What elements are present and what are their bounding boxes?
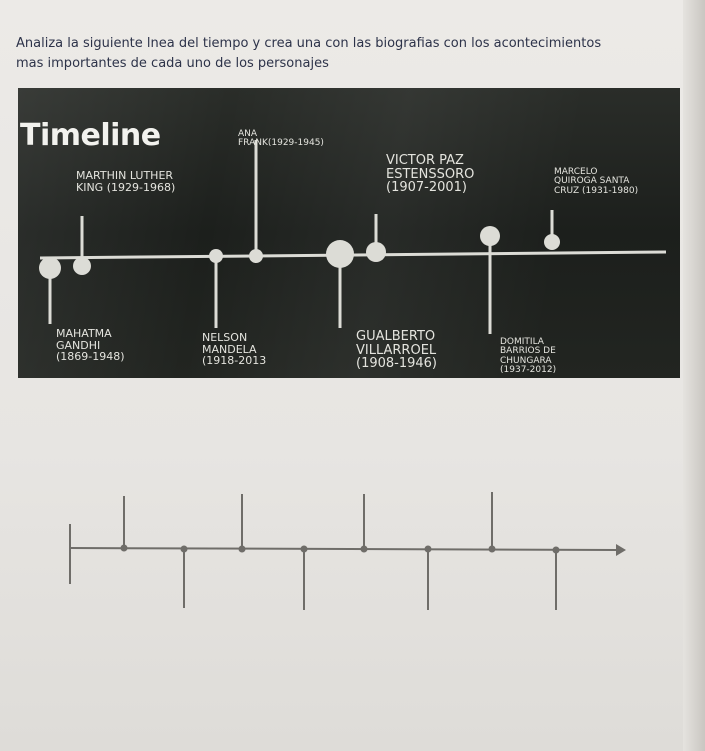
instruction-line-1: Analiza la siguiente lnea del tiempo y crea una con las biografias con los acontecimientos (16, 36, 602, 51)
worksheet-dot-6 (425, 546, 432, 553)
dot-gandhi (39, 257, 61, 279)
worksheet-arrowhead (616, 544, 626, 556)
worksheet-dot-7 (489, 546, 496, 553)
worksheet-dot-4 (301, 546, 308, 553)
dot-frank (249, 249, 263, 263)
label-nelson-mandela: NELSON MANDELA (1918-2013 (202, 331, 267, 368)
page-edge (683, 0, 705, 751)
label-ana-frank: ANA FRANK(1929-1945) (238, 129, 324, 149)
dot-king (73, 257, 91, 275)
label-domitila-barrios-de-chungara: DOMITILA BARRIOS DE CHUNGARA (1937-2012) (500, 337, 557, 376)
label-gualberto-villarroel: GUALBERTO VILLARROEL (1908-1946) (356, 329, 438, 372)
instruction-text (16, 34, 676, 74)
worksheet-dot-8 (553, 547, 560, 554)
label-victor-paz-estenssoro: VICTOR PAZ ESTENSSORO (1907-2001) (386, 153, 475, 196)
label-martin-luther-king: MARTHIN LUTHER KING (1929-1968) (76, 169, 176, 194)
worksheet-dot-1 (121, 545, 128, 552)
dot-quiroga (544, 234, 560, 250)
timeline-chalkboard-photo (18, 88, 680, 378)
worksheet-dot-3 (239, 546, 246, 553)
blank-worksheet-timeline (0, 480, 705, 620)
dot-paz (366, 242, 386, 262)
label-marcelo-quiroga-santa-cruz: MARCELO QUIROGA SANTA CRUZ (1931-1980) (554, 167, 639, 196)
instruction-line-2: mas importantes de cada uno de los personajes (16, 56, 329, 71)
dot-mandela (209, 249, 223, 263)
worksheet-dot-5 (361, 546, 368, 553)
dot-domitila (480, 226, 500, 246)
dot-villarroel (326, 240, 354, 268)
worksheet-dot-2 (181, 546, 188, 553)
worksheet-axis (70, 548, 618, 550)
label-mahatma-gandhi: MAHATMA GANDHI (1869-1948) (56, 327, 125, 364)
board-title: Timeline (20, 118, 161, 153)
